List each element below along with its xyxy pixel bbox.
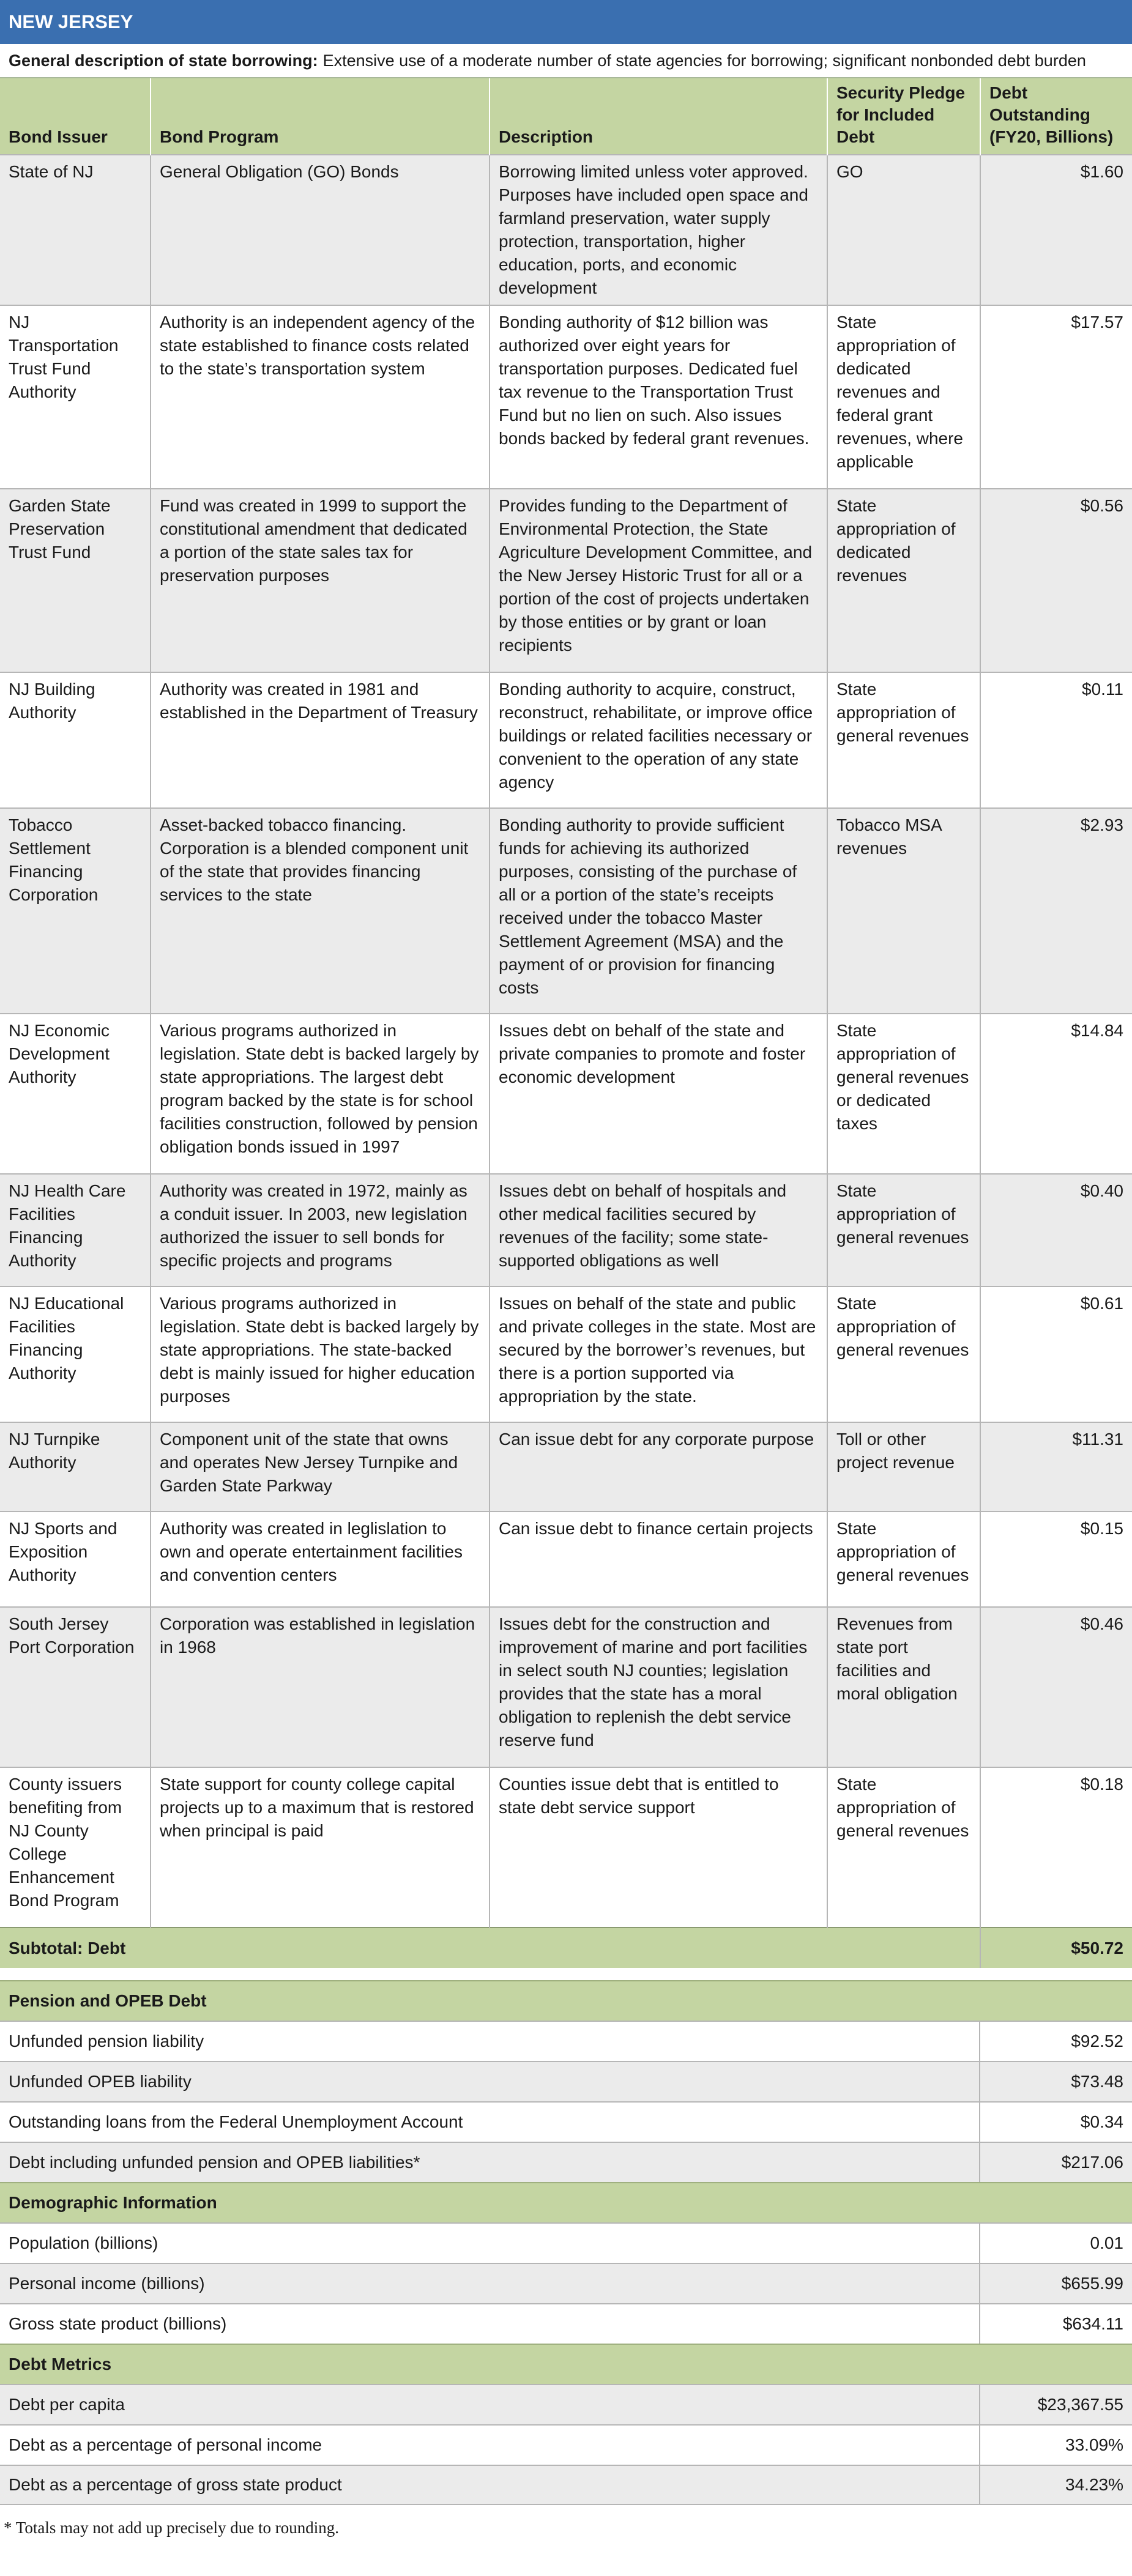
general-description bbox=[0, 44, 1132, 78]
cell-pledge: Revenues from state port facilities and moral obligation bbox=[827, 1607, 980, 1767]
cell-pledge: Toll or other project revenue bbox=[827, 1422, 980, 1512]
cell-pledge: State appropriation of dedicated revenues and federal grant revenues, where applicable bbox=[827, 305, 980, 489]
item-value: $0.34 bbox=[979, 2103, 1132, 2142]
list-item bbox=[0, 2021, 1132, 2061]
table-row bbox=[0, 672, 1132, 808]
section-pension-opeb bbox=[0, 1980, 1132, 2182]
list-item bbox=[0, 2424, 1132, 2465]
item-label: Gross state product (billions) bbox=[9, 2314, 227, 2333]
cell-description: Can issue debt to finance certain projects bbox=[490, 1512, 827, 1607]
cell-issuer: NJ Health Care Facilities Financing Authority bbox=[0, 1174, 151, 1286]
list-item bbox=[0, 2263, 1132, 2303]
cell-program: Various programs authorized in legislation. State debt is backed largely by state appropriations. The state-backed debt is mainly issued for higher education purposes bbox=[151, 1286, 490, 1422]
item-label: Unfunded OPEB liability bbox=[9, 2072, 192, 2091]
list-item bbox=[0, 2061, 1132, 2101]
cell-amount: $0.61 bbox=[980, 1286, 1132, 1422]
cell-issuer: NJ Transportation Trust Fund Authority bbox=[0, 305, 151, 489]
item-value: $23,367.55 bbox=[979, 2385, 1132, 2424]
table-row bbox=[0, 1767, 1132, 1928]
item-label: Population (billions) bbox=[9, 2233, 158, 2252]
cell-description: Bonding authority of $12 billion was authorized over eight years for transportation purposes. Dedicated fuel tax revenue to the Transportation Trust Fund but no lien on such. Also issues bonds backed by federal grant revenues. bbox=[490, 305, 827, 489]
cell-program: Authority was created in 1981 and established in the Department of Treasury bbox=[151, 672, 490, 808]
cell-pledge: State appropriation of general revenues bbox=[827, 1286, 980, 1422]
section-heading: Debt Metrics bbox=[0, 2344, 1132, 2384]
cell-issuer: Tobacco Settlement Financing Corporation bbox=[0, 808, 151, 1014]
table-row bbox=[0, 155, 1132, 305]
cell-pledge: State appropriation of general revenues bbox=[827, 1174, 980, 1286]
cell-issuer: County issuers benefiting from NJ County College Enhancement Bond Program bbox=[0, 1767, 151, 1928]
cell-program: Various programs authorized in legislation. State debt is backed largely by state appropriations. The largest debt program backed by the state is for school facilities construction, followed by pension obligation bonds issued in 1997 bbox=[151, 1014, 490, 1174]
item-value: 33.09% bbox=[979, 2426, 1132, 2465]
cell-program: Asset-backed tobacco financing. Corporation is a blended component unit of the state that provides financing services to the state bbox=[151, 808, 490, 1014]
cell-description: Can issue debt for any corporate purpose bbox=[490, 1422, 827, 1512]
table-row bbox=[0, 1512, 1132, 1607]
item-label: Debt including unfunded pension and OPEB liabilities* bbox=[9, 2153, 420, 2172]
general-description-text: Extensive use of a moderate number of state agencies for borrowing; significant nonbonded debt burden bbox=[322, 51, 1086, 70]
item-label: Personal income (billions) bbox=[9, 2274, 205, 2293]
bond-issuer-table bbox=[0, 78, 1132, 1968]
item-label: Debt as a percentage of personal income bbox=[9, 2435, 322, 2454]
cell-program: Authority was created in leglislation to own and operate entertainment facilities and convention centers bbox=[151, 1512, 490, 1607]
footnote: * Totals may not add up precisely due to rounding. bbox=[4, 2518, 340, 2537]
item-value: $217.06 bbox=[979, 2143, 1132, 2182]
list-item bbox=[0, 2142, 1132, 2182]
cell-amount: $11.31 bbox=[980, 1422, 1132, 1512]
col-header-pledge: Security Pledge for Included Debt bbox=[827, 78, 980, 155]
table-header-row bbox=[0, 78, 1132, 155]
list-item bbox=[0, 2222, 1132, 2263]
cell-amount: $2.93 bbox=[980, 808, 1132, 1014]
item-value: $92.52 bbox=[979, 2022, 1132, 2061]
cell-issuer: Garden State Preservation Trust Fund bbox=[0, 489, 151, 672]
cell-amount: $0.15 bbox=[980, 1512, 1132, 1607]
cell-amount: $0.18 bbox=[980, 1767, 1132, 1928]
cell-amount: $0.11 bbox=[980, 672, 1132, 808]
item-value: $655.99 bbox=[979, 2264, 1132, 2303]
item-label: Debt per capita bbox=[9, 2395, 125, 2414]
state-title: NEW JERSEY bbox=[0, 0, 1132, 44]
list-item bbox=[0, 2465, 1132, 2505]
cell-issuer: NJ Building Authority bbox=[0, 672, 151, 808]
cell-program: General Obligation (GO) Bonds bbox=[151, 155, 490, 305]
section-debt-metrics bbox=[0, 2344, 1132, 2505]
item-label: Debt as a percentage of gross state product bbox=[9, 2475, 342, 2494]
col-header-program: Bond Program bbox=[151, 78, 490, 155]
item-value: $73.48 bbox=[979, 2062, 1132, 2101]
col-header-outstanding: Debt Outstanding (FY20, Billions) bbox=[980, 78, 1132, 155]
cell-program: Component unit of the state that owns and operates New Jersey Turnpike and Garden State Parkway bbox=[151, 1422, 490, 1512]
cell-amount: $14.84 bbox=[980, 1014, 1132, 1174]
cell-issuer: NJ Turnpike Authority bbox=[0, 1422, 151, 1512]
cell-description: Issues debt on behalf of the state and private companies to promote and foster economic development bbox=[490, 1014, 827, 1174]
cell-program: Authority was created in 1972, mainly as a conduit issuer. In 2003, new legislation authorized the issuer to sell bonds for specific projects and programs bbox=[151, 1174, 490, 1286]
list-item bbox=[0, 2384, 1132, 2424]
section-heading: Demographic Information bbox=[0, 2182, 1132, 2222]
cell-program: Corporation was established in legislation in 1968 bbox=[151, 1607, 490, 1767]
section-demographic bbox=[0, 2182, 1132, 2344]
subtotal-amount: $50.72 bbox=[980, 1928, 1132, 1968]
table-row bbox=[0, 489, 1132, 672]
cell-amount: $0.46 bbox=[980, 1607, 1132, 1767]
cell-description: Issues debt for the construction and improvement of marine and port facilities in select south NJ counties; legislation provides that the state has a moral obligation to replenish the debt service reserve fund bbox=[490, 1607, 827, 1767]
cell-program: State support for county college capital projects up to a maximum that is restored when principal is paid bbox=[151, 1767, 490, 1928]
cell-pledge: State appropriation of dedicated revenues bbox=[827, 489, 980, 672]
table-row bbox=[0, 305, 1132, 489]
cell-description: Borrowing limited unless voter approved. Purposes have included open space and farmland preservation, water supply protection, transportation, higher education, ports, and economic development bbox=[490, 155, 827, 305]
subtotal-label: Subtotal: Debt bbox=[0, 1928, 980, 1968]
item-label: Unfunded pension liability bbox=[9, 2032, 204, 2051]
cell-description: Provides funding to the Department of Environmental Protection, the State Agriculture Development Committee, and the New Jersey Historic Trust for all or a portion of the cost of projects undertaken by those entities or by grant or loan recipients bbox=[490, 489, 827, 672]
cell-pledge: State appropriation of general revenues bbox=[827, 672, 980, 808]
spacer bbox=[0, 1968, 1132, 1980]
section-heading: Pension and OPEB Debt bbox=[0, 1980, 1132, 2021]
table-row bbox=[0, 1286, 1132, 1422]
item-label: Outstanding loans from the Federal Unemployment Account bbox=[9, 2112, 463, 2131]
cell-pledge: GO bbox=[827, 155, 980, 305]
cell-issuer: NJ Sports and Exposition Authority bbox=[0, 1512, 151, 1607]
table-row bbox=[0, 1607, 1132, 1767]
subtotal-row bbox=[0, 1928, 1132, 1968]
list-item bbox=[0, 2303, 1132, 2344]
cell-amount: $17.57 bbox=[980, 305, 1132, 489]
table-row bbox=[0, 808, 1132, 1014]
table-row bbox=[0, 1422, 1132, 1512]
table-row bbox=[0, 1014, 1132, 1174]
cell-pledge: State appropriation of general revenues or dedicated taxes bbox=[827, 1014, 980, 1174]
item-value: $634.11 bbox=[979, 2304, 1132, 2344]
cell-description: Bonding authority to acquire, construct, reconstruct, rehabilitate, or improve office buildings or related facilities necessary or convenient to the operation of any state agency bbox=[490, 672, 827, 808]
col-header-description: Description bbox=[490, 78, 827, 155]
cell-pledge: State appropriation of general revenues bbox=[827, 1767, 980, 1928]
general-description-label: General description of state borrowing: bbox=[9, 51, 318, 70]
cell-issuer: State of NJ bbox=[0, 155, 151, 305]
cell-pledge: State appropriation of general revenues bbox=[827, 1512, 980, 1607]
cell-description: Issues on behalf of the state and public and private colleges in the state. Most are secured by the borrower’s revenues, but there is a portion supported via appropriation by the state. bbox=[490, 1286, 827, 1422]
cell-issuer: NJ Educational Facilities Financing Authority bbox=[0, 1286, 151, 1422]
table-row bbox=[0, 1174, 1132, 1286]
list-item bbox=[0, 2101, 1132, 2142]
item-value: 34.23% bbox=[979, 2466, 1132, 2504]
cell-issuer: South Jersey Port Corporation bbox=[0, 1607, 151, 1767]
cell-program: Fund was created in 1999 to support the constitutional amendment that dedicated a portion of the state sales tax for preservation purposes bbox=[151, 489, 490, 672]
col-header-issuer: Bond Issuer bbox=[0, 78, 151, 155]
cell-amount: $0.40 bbox=[980, 1174, 1132, 1286]
cell-pledge: Tobacco MSA revenues bbox=[827, 808, 980, 1014]
cell-program: Authority is an independent agency of the state established to finance costs related to the state’s transportation system bbox=[151, 305, 490, 489]
item-value: 0.01 bbox=[979, 2224, 1132, 2263]
cell-description: Counties issue debt that is entitled to state debt service support bbox=[490, 1767, 827, 1928]
cell-amount: $0.56 bbox=[980, 489, 1132, 672]
cell-description: Issues debt on behalf of hospitals and other medical facilities secured by revenues of the facility; some state-supported obligations as well bbox=[490, 1174, 827, 1286]
cell-description: Bonding authority to provide sufficient funds for achieving its authorized purposes, consisting of the purchase of all or a portion of the state’s receipts received under the tobacco Master Settlement Agreement (MSA) and the payment of or provision for financing costs bbox=[490, 808, 827, 1014]
cell-amount: $1.60 bbox=[980, 155, 1132, 305]
cell-issuer: NJ Economic Development Authority bbox=[0, 1014, 151, 1174]
